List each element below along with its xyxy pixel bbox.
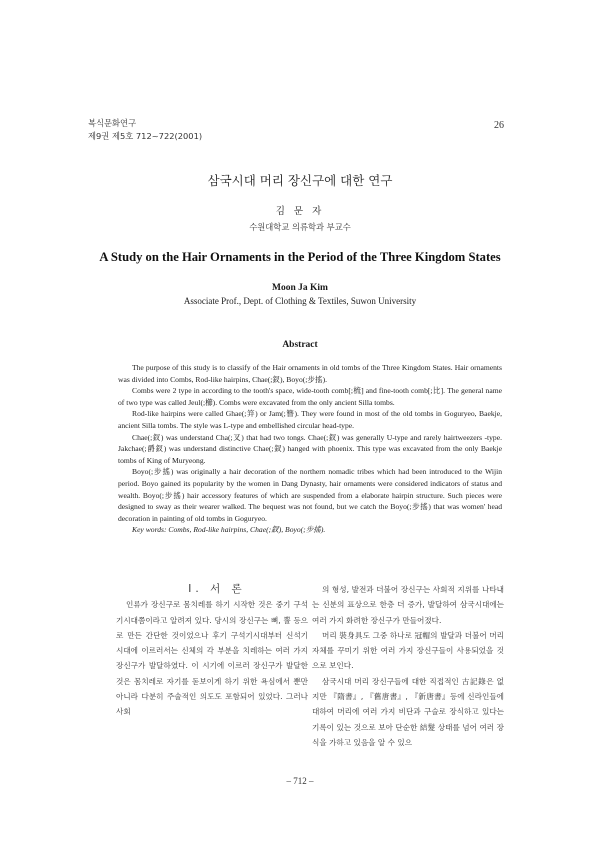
abstract-paragraph: The purpose of this study is to classify of the Hair ornaments in old tombs of the Three Kingdom States. Hair ornaments was divided into Combs, Rod-like hairpins, Chae(;釵), Boyo(;步搖). (118, 363, 502, 384)
abstract-paragraph: Rod-like hairpins were called Ghae(;笄) or Jam(;簪). They were found in most of the old tombs in Goguryeo, Baekje, ancient Silla tombs. The style was L-type and embellished circular head-type. (118, 409, 502, 430)
page-number-bottom: – 712 – (286, 776, 314, 786)
body-paragraph: 머리 裝身具도 그중 하나로 冠帽의 발달과 더불어 머리 자체를 꾸미기 위한 여러 가지 장신구들이 사용되었을 것으로 보인다. (312, 630, 504, 671)
body-column-right (312, 582, 504, 750)
affiliation-korean: 수원대학교 의류학과 부교수 (249, 222, 351, 232)
title-english: A Study on the Hair Ornaments in the Period of the Three Kingdom States (99, 250, 501, 264)
abstract-heading: Abstract (282, 340, 318, 350)
abstract-paragraph: Chae(;釵) was understand Cha(;叉) that had two tongs. Chae(;釵) was generally U-type and rarely hairtweezers -type. Jakchae(;爵釵) was understand distinctive Chae(;釵) hanged with phoenix. This type was excavated from the only Baekje tombs of King of Muryeong. (118, 432, 502, 465)
body-column-left (116, 582, 308, 720)
body-paragraph: 의 형성, 발전과 더불어 장신구는 사회적 지위를 나타내는 신분의 표상으로 한층 더 증가, 발달하여 삼국시대에는 여러 가지 화려한 장신구가 만들어졌다. (312, 585, 504, 625)
body-paragraph: 인류가 장신구로 몸치레를 하기 시작한 것은 중기 구석기시대쯤이라고 알려져 있다. 당시의 장신구는 뼈, 뿔 등으로 만든 간단한 것이었으나 후기 구석기시대부터 신석기 시대에 이르러서는 신체의 각 부분을 치레하는 여러 가지 장신구가 발달하였다. 이 시기에 이르러 장신구가 발달한 것은 몸치레로 자기를 돋보이게 하기 위한 욕심에서 뿐만 아니라 다분히 주술적인 의도도 포함되어 있었다. 그러나 사회 (116, 600, 308, 717)
keywords: Key words: Combs, Rod-like hairpins, Chae(;釵), Boyo(;步搖). (132, 525, 326, 535)
author-english: Moon Ja Kim (272, 283, 328, 293)
journal-name: 복식문화연구 (88, 118, 137, 128)
author-korean: 김 문 자 (275, 206, 325, 217)
page-number-top: 26 (494, 120, 504, 131)
body-paragraph: 삼국시대 머리 장신구들에 대한 직접적인 古記錄은 없지만 『隋書』, 『舊唐書』, 『新唐書』등에 신라인들에 대하여 머리에 여러 가지 비단과 구슬로 장식하고 있다는 기록이 있는 것으로 보아 단순한 結髮 상태를 넘어 여러 장식을 가하고 있음을 알 수 있으 (312, 676, 504, 747)
title-korean: 삼국시대 머리 장신구에 대한 연구 (207, 173, 393, 188)
section-heading: Ⅰ. 서 론 (188, 583, 246, 595)
abstract-paragraph: Boyo(;步搖) was originally a hair decoration of the northern nomadic tribes which had been introduced to the Wijin period. Boyo gained its popularity by the women in Dang Dynasty, hair ornaments were considered indicators of status and wealth. Boyo(;步搖) hair accessory features of which are suspended from a elaborate hairpin structure. Such pieces were designed to sway as their wearer walked. The bequest was not found, but we catch the Boyo(;步搖) that was women' head decoration in painting of old tombs in Goguryeo. (118, 467, 502, 523)
abstract-paragraph: Combs were 2 type in according to the tooth's space, wide-tooth comb[;梳] and fine-tooth comb[;比]. The general name of two type was called Jeul(;櫛). Combs were excavated from the only ancient Silla tombs. (118, 386, 502, 407)
journal-volume: 제9권 제5호 712~722(2001) (88, 131, 203, 141)
journal-info (88, 117, 202, 143)
abstract-body (118, 362, 502, 536)
affiliation-english: Associate Prof., Dept. of Clothing & Textiles, Suwon University (183, 296, 417, 306)
